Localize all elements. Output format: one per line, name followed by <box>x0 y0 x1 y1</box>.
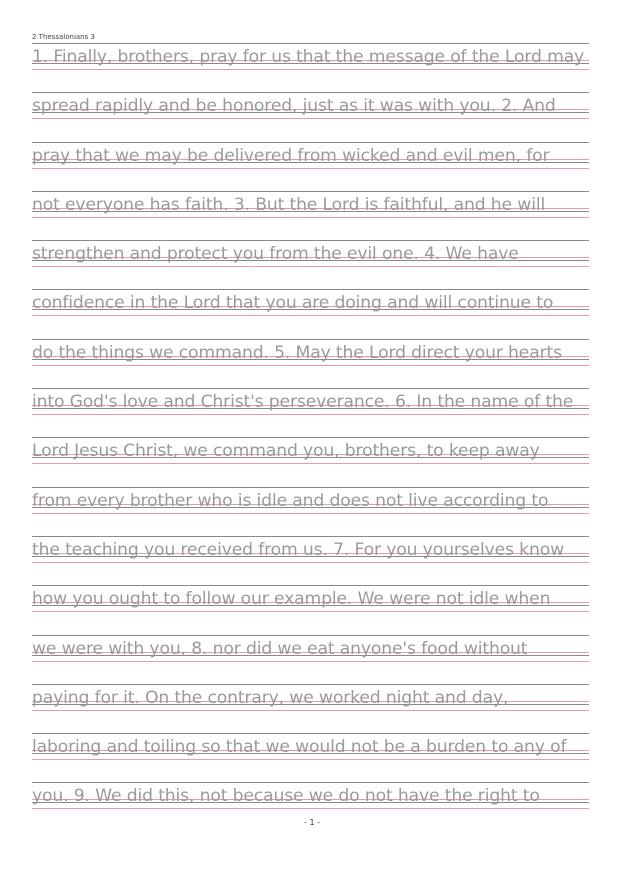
tracing-line-3: pray that we may be delivered from wicked and evil men, for <box>32 145 550 166</box>
practice-row <box>32 191 589 240</box>
practice-row <box>32 684 589 733</box>
practice-row <box>32 536 589 585</box>
practice-row <box>32 733 589 782</box>
tracing-line-4: not everyone has faith. 3. But the Lord is faithful, and he will <box>32 194 546 215</box>
practice-row <box>32 43 589 92</box>
practice-row <box>32 240 589 289</box>
page-header-title: 2 Thessalonians 3 <box>32 33 95 41</box>
practice-row <box>32 388 589 437</box>
tracing-line-16: you. 9. We did this, not because we do not have the right to <box>32 786 540 807</box>
tracing-line-5: strengthen and protect you from the evil one. 4. We have <box>32 244 519 265</box>
tracing-line-13: we were with you, 8. nor did we eat anyone's food without <box>32 638 528 659</box>
tracing-line-15: laboring and toiling so that we would not be a burden to any of <box>32 737 567 758</box>
tracing-line-1: 1. Finally, brothers, pray for us that the message of the Lord may <box>32 47 585 67</box>
practice-row <box>32 142 589 191</box>
tracing-line-6: confidence in the Lord that you are doing and will continue to <box>32 293 554 314</box>
practice-row <box>32 92 589 141</box>
tracing-line-10: from every brother who is idle and does not live according to <box>32 490 549 511</box>
tracing-line-7: do the things we command. 5. May the Lord direct your hearts <box>32 342 562 363</box>
practice-row <box>32 487 589 536</box>
tracing-line-2: spread rapidly and be honored, just as it was with you. 2. And <box>32 96 556 117</box>
practice-row <box>32 339 589 388</box>
tracing-line-12: how you ought to follow our example. We were not idle when <box>32 589 551 610</box>
tracing-line-9: Lord Jesus Christ, we command you, brothers, to keep away <box>32 441 540 462</box>
practice-row <box>32 585 589 634</box>
practice-row <box>32 289 589 338</box>
practice-row <box>32 437 589 486</box>
tracing-line-11: the teaching you received from us. 7. For you yourselves know <box>32 539 564 560</box>
practice-row <box>32 635 589 684</box>
tracing-line-14: paying for it. On the contrary, we worked night and day, <box>32 687 509 708</box>
handwriting-practice-sheet <box>32 43 589 832</box>
page-number: - 1 - <box>304 818 320 827</box>
tracing-line-8: into God's love and Christ's perseverance. 6. In the name of the <box>32 392 574 413</box>
